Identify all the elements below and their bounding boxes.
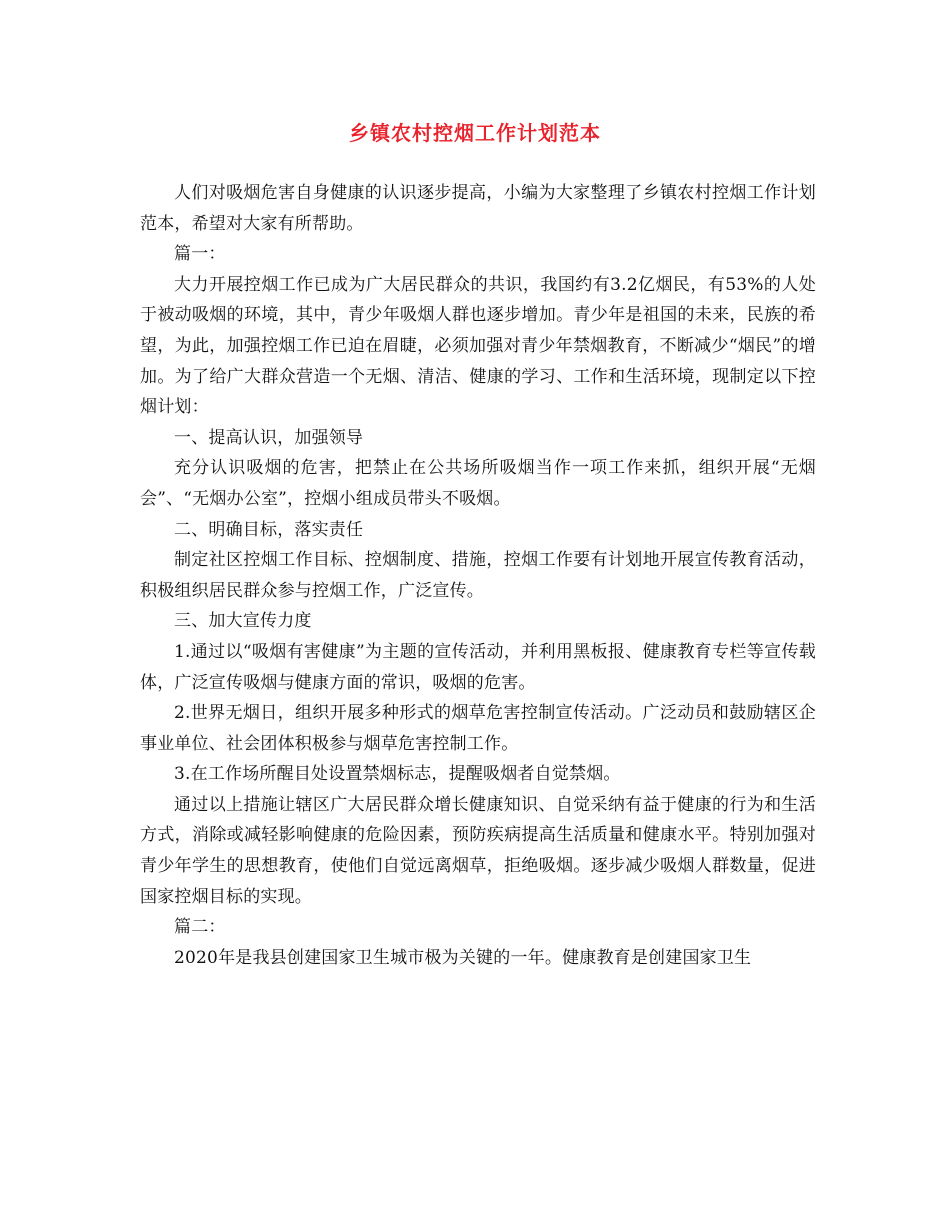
body-paragraph: 通过以上措施让辖区广大居民群众增长健康知识、自觉采纳有益于健康的行为和生活方式，消除或减轻影响健康的危险因素，预防疾病提高生活质量和健康水平。特别加强对青少年学生的思想教育，使他们自觉远离烟草，拒绝吸烟。逐步减少吸烟人群数量，促进国家控烟目标的实现。 <box>140 794 816 907</box>
list-item-3: 3.在工作场所醒目处设置禁烟标志，提醒吸烟者自觉禁烟。 <box>174 764 621 785</box>
list-item-1: 1.通过以“吸烟有害健康”为主题的宣传活动，并利用黑板报、健康教育专栏等宣传载体，广泛宣传吸烟与健康方面的常识，吸烟的危害。 <box>140 641 816 693</box>
heading-three: 三、加大宣传力度 <box>174 611 312 632</box>
list-item-2: 2.世界无烟日，组织开展多种形式的烟草危害控制宣传活动。广泛动员和鼓励辖区企事业单位、社会团体积极参与烟草危害控制工作。 <box>140 703 816 754</box>
section-label-part-two: 篇二： <box>174 917 226 938</box>
intro-paragraph: 人们对吸烟危害自身健康的认识逐步提高，小编为大家整理了乡镇农村控烟工作计划范本，希望对大家有所帮助。 <box>140 183 816 234</box>
body-paragraph: 2020年是我县创建国家卫生城市极为关键的一年。健康教育是创建国家卫生 <box>174 947 752 968</box>
document-title: 乡镇农村控烟工作计划范本 <box>349 121 601 145</box>
document-body <box>140 178 816 973</box>
heading-two: 二、明确目标，落实责任 <box>174 519 364 540</box>
body-paragraph: 充分认识吸烟的危害，把禁止在公共场所吸烟当作一项工作来抓，组织开展“无烟会”、“无烟办公室”，控烟小组成员带头不吸烟。 <box>140 458 816 509</box>
heading-one: 一、提高认识，加强领导 <box>174 427 364 448</box>
section-label-part-one: 篇一： <box>174 244 226 265</box>
body-paragraph: 大力开展控烟工作已成为广大居民群众的共识，我国约有3.2亿烟民，有53%的人处于被动吸烟的环境，其中，青少年吸烟人群也逐步增加。青少年是祖国的未来，民族的希望，为此，加强控烟工作已迫在眉睫，必须加强对青少年禁烟教育，不断减少“烟民”的增加。为了给广大群众营造一个无烟、清洁、健康的学习、工作和生活环境，现制定以下控烟计划： <box>140 274 816 418</box>
body-paragraph: 制定社区控烟工作目标、控烟制度、措施，控烟工作要有计划地开展宣传教育活动，积极组织居民群众参与控烟工作，广泛宣传。 <box>140 550 816 601</box>
